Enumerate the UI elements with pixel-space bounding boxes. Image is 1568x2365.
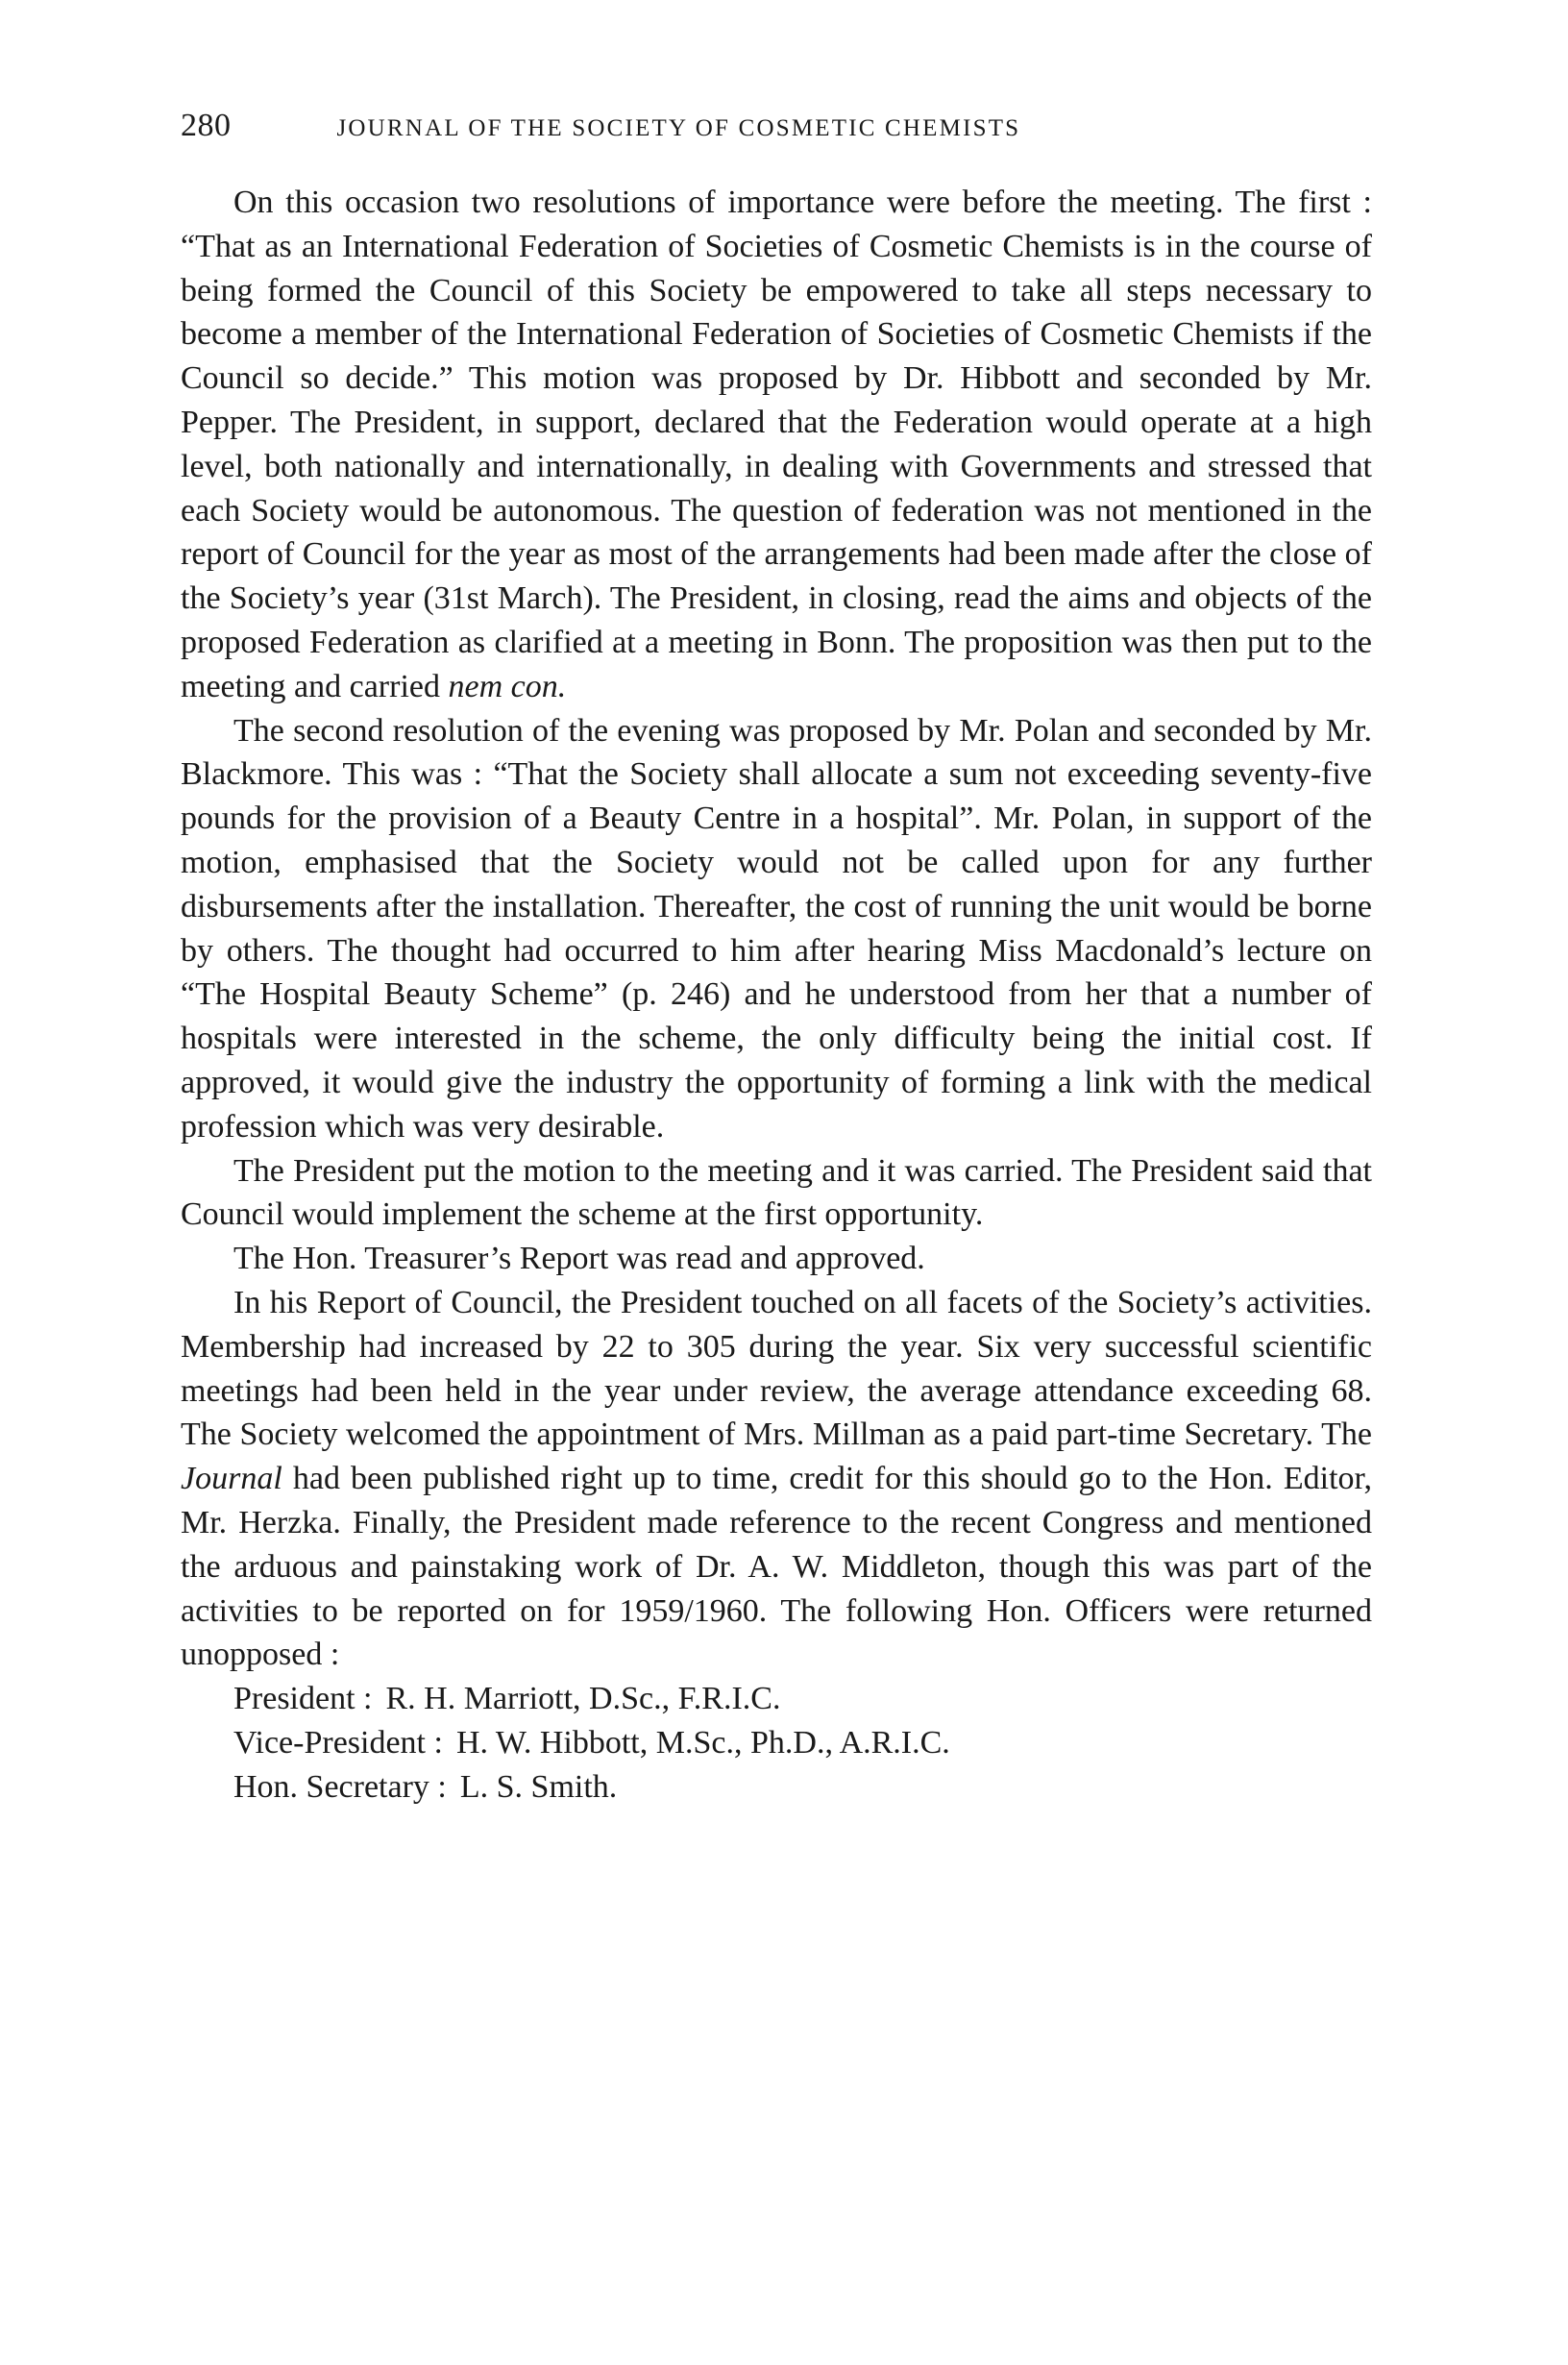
paragraph-beauty-centre-resolution: The second resolution of the evening was proposed by Mr. Polan and seconded by Mr. Blackmore. This was : “That the Society shall allocate a sum not exceeding seventy-five pounds for the provision of a Beauty Centre in a hospital”. Mr. Polan, in support of the motion, emphasised that the Society would not be called upon for any further disbursements after the installation. Thereafter, the cost of running the unit would be borne by others. The thought had occurred to him after hearing Miss Macdonald’s lecture on “The Hospital Beauty Scheme” (p. 246) and he understood from her that a number of hospitals were interested in the scheme, the only difficulty being the initial cost. If approved, it would give the industry the opportunity of forming a link with the medical profession which was very desirable. [181, 712, 1372, 1145]
officer-name: L. S. Smith. [459, 1768, 618, 1805]
page-header [181, 108, 1391, 144]
officer-role: Hon. Secretary : [233, 1768, 447, 1805]
article-body [181, 181, 1372, 1809]
officer-role: President : [233, 1681, 373, 1717]
paragraph-council-report [181, 1281, 1372, 1677]
officers-list [181, 1677, 1372, 1809]
paragraph-federation-resolution [181, 181, 1372, 709]
officer-name: H. W. Hibbott, M.Sc., Ph.D., A.R.I.C. [455, 1724, 950, 1761]
paragraph-text: In his Report of Council, the President touched on all facets of the Society’s activities. Membership had increased by 22 to 305 during the year. Six very successful scientific meetings had been held in the year under review, the average attendance exceeding 68. The Society welcomed the appointment of Mrs. Millman as a paid part-time Secretary. The [181, 1284, 1372, 1453]
paragraph-treasurer-report: The Hon. Treasurer’s Report was read and approved. [233, 1241, 925, 1277]
italic-journal: Journal [181, 1461, 282, 1497]
italic-phrase: nem con. [448, 668, 567, 704]
officer-president [181, 1677, 1372, 1721]
officer-vice-president [181, 1721, 1372, 1765]
page-number: 280 [181, 108, 232, 143]
officer-hon-secretary [181, 1765, 1372, 1810]
paragraph-motion-carried: The President put the motion to the meeting and it was carried. The President said that Council would implement the scheme at the first opportunity. [181, 1152, 1372, 1233]
running-title: JOURNAL OF THE SOCIETY OF COSMETIC CHEMISTS [336, 115, 1021, 141]
paragraph-text: On this occasion two resolutions of importance were before the meeting. The first : “That as an International Federation of Societies of Cosmetic Chemists is in the course of being formed the Council of this Society be empowered to take all steps necessary to become a member of the International Federation of Societies of Cosmetic Chemists if the Council so decide.” This motion was proposed by Dr. Hibbott and seconded by Mr. Pepper. The President, in support, declared that the Federation would operate at a high level, both nationally and internationally, in dealing with Governments and stressed that each Society would be autonomous. The question of federation was not mentioned in the report of Council for the year as most of the arrangements had been made after the close of the Society’s year (31st March). The President, in closing, read the aims and objects of the proposed Federation as clarified at a meeting in Bonn. The proposition was then put to the meeting and carried [181, 185, 1372, 704]
paragraph-text: had been published right up to time, credit for this should go to the Hon. Editor, Mr. Herzka. Finally, the President made reference to the recent Congress and mentioned the arduous and painstaking work of Dr. A. W. Middleton, though this was part of the activities to be reported on for 1959/1960. The following Hon. Officers were returned unopposed : [181, 1461, 1372, 1673]
officer-role: Vice-President : [233, 1724, 443, 1761]
officer-name: R. H. Marriott, D.Sc., F.R.I.C. [385, 1681, 781, 1717]
